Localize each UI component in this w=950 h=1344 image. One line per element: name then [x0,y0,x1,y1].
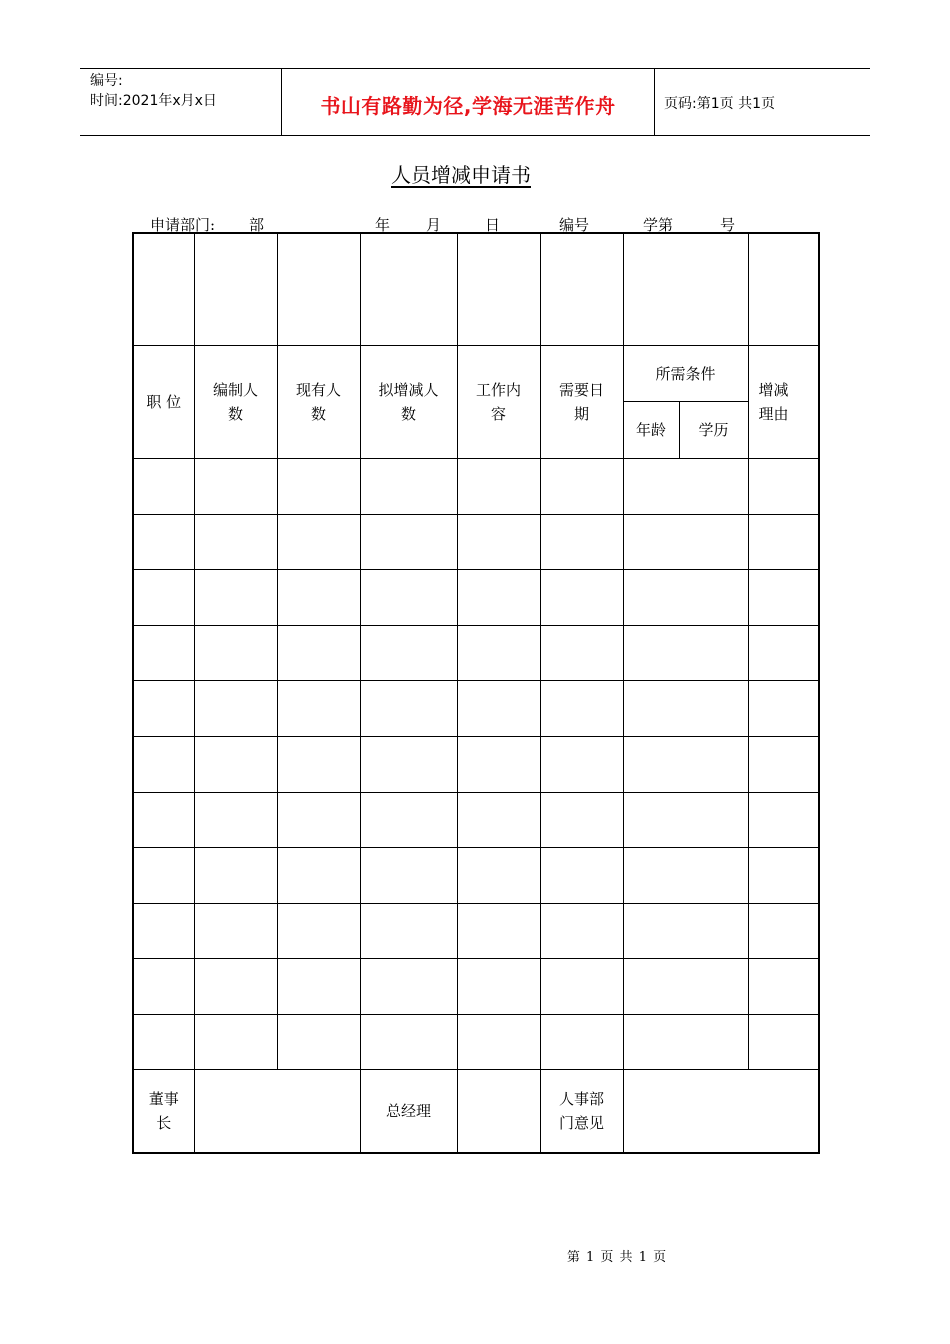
table-cell[interactable] [277,681,360,737]
table-cell[interactable] [540,514,623,570]
header-bottom-rule [80,135,870,136]
table-row [133,1014,819,1070]
table-cell[interactable] [748,233,819,345]
table-cell[interactable] [360,458,457,514]
table-cell[interactable] [194,848,277,904]
table-row [133,959,819,1015]
table-cell[interactable] [133,233,194,345]
table-cell[interactable] [360,625,457,681]
table-cell[interactable] [748,1014,819,1070]
table-cell[interactable] [540,625,623,681]
col-header-position: 职 位 [133,345,194,458]
table-cell[interactable] [360,514,457,570]
table-cell[interactable] [623,1014,748,1070]
header-divider-right [654,68,655,136]
table-cell[interactable] [623,233,748,345]
table-cell[interactable] [194,903,277,959]
table-row [133,514,819,570]
table-cell[interactable] [194,570,277,626]
table-cell[interactable] [623,736,748,792]
table-cell[interactable] [540,736,623,792]
table-cell[interactable] [457,570,540,626]
table-cell[interactable] [457,233,540,345]
table-cell[interactable] [623,625,748,681]
header-row [133,345,819,402]
blank-top-row [133,233,819,345]
table-cell[interactable] [360,570,457,626]
personnel-form-table [132,232,820,1154]
table-row [133,458,819,514]
col-header-reason: 增减理由 [748,345,819,458]
table-cell[interactable] [457,514,540,570]
col-header-conditions: 所需条件 [623,345,748,402]
table-cell[interactable] [457,681,540,737]
col-header-work: 工作内容 [457,345,540,458]
table-cell[interactable] [194,458,277,514]
header-motto: 书山有路勤为径,学海无涯苦作舟 [320,94,616,118]
table-cell[interactable] [540,1014,623,1070]
table-cell[interactable] [133,681,194,737]
document-title: 人员增减申请书 [391,163,531,187]
table-cell[interactable] [194,514,277,570]
table-cell[interactable] [277,570,360,626]
table-cell[interactable] [540,959,623,1015]
table-row [133,792,819,848]
gm-signature-cell[interactable] [457,1070,540,1153]
table-cell[interactable] [623,903,748,959]
table-cell[interactable] [133,1014,194,1070]
table-row [133,848,819,904]
table-cell[interactable] [540,681,623,737]
meta-number-suffix: 号 [720,216,736,234]
table-cell[interactable] [457,736,540,792]
col-header-education: 学历 [679,402,748,459]
table-cell[interactable] [133,570,194,626]
table-cell[interactable] [194,736,277,792]
table-cell[interactable] [457,1014,540,1070]
table-cell[interactable] [194,681,277,737]
table-cell[interactable] [360,736,457,792]
table-cell[interactable] [748,570,819,626]
table-cell[interactable] [277,792,360,848]
table-cell[interactable] [277,959,360,1015]
meta-year: 年 [375,216,391,234]
meta-dept-suffix: 部 [249,216,265,234]
table-cell[interactable] [623,848,748,904]
table-cell[interactable] [457,792,540,848]
table-cell[interactable] [194,1014,277,1070]
table-cell[interactable] [133,903,194,959]
header-top-rule [80,68,870,69]
header-page-info: 页码:第1页 共1页 [664,96,775,112]
table-cell[interactable] [540,570,623,626]
meta-month: 月 [426,216,442,234]
table-cell[interactable] [748,625,819,681]
table-cell[interactable] [133,736,194,792]
table-cell[interactable] [457,959,540,1015]
table-cell[interactable] [360,848,457,904]
table-cell[interactable] [623,681,748,737]
table-cell[interactable] [133,792,194,848]
table-cell[interactable] [748,736,819,792]
table-cell[interactable] [457,848,540,904]
table-cell[interactable] [194,959,277,1015]
table-cell[interactable] [457,625,540,681]
table-cell[interactable] [133,514,194,570]
table-cell[interactable] [748,792,819,848]
table-row [133,903,819,959]
approval-row [133,1070,819,1153]
table-cell[interactable] [748,458,819,514]
header-left-block [90,71,217,111]
table-cell[interactable] [360,959,457,1015]
gm-label: 总经理 [360,1070,457,1153]
table-cell[interactable] [360,681,457,737]
table-cell[interactable] [194,792,277,848]
table-cell[interactable] [623,458,748,514]
table-cell[interactable] [133,959,194,1015]
table-cell[interactable] [540,458,623,514]
col-header-planned: 拟增减人数 [360,345,457,458]
table-cell[interactable] [277,458,360,514]
table-cell[interactable] [748,848,819,904]
table-cell[interactable] [748,959,819,1015]
meta-dept-label: 申请部门: [150,216,216,234]
table-cell[interactable] [360,792,457,848]
table-cell[interactable] [748,514,819,570]
table-row [133,736,819,792]
table-cell[interactable] [457,458,540,514]
col-header-current: 现有人数 [277,345,360,458]
table-cell[interactable] [133,458,194,514]
chairman-label: 董事长 [133,1070,194,1153]
hr-label: 人事部门意见 [540,1070,623,1153]
col-header-quota: 编制人数 [194,345,277,458]
table-cell[interactable] [540,903,623,959]
table-cell[interactable] [194,625,277,681]
table-cell[interactable] [748,681,819,737]
table-row [133,681,819,737]
table-cell[interactable] [748,903,819,959]
table-cell[interactable] [623,959,748,1015]
table-cell[interactable] [277,233,360,345]
table-cell[interactable] [360,903,457,959]
table-cell[interactable] [540,848,623,904]
meta-number-label: 编号 [559,216,590,234]
chairman-signature-cell[interactable] [194,1070,360,1153]
table-cell[interactable] [277,514,360,570]
table-cell[interactable] [194,233,277,345]
table-cell[interactable] [623,514,748,570]
table-cell[interactable] [277,625,360,681]
hr-opinion-cell[interactable] [623,1070,819,1153]
table-cell[interactable] [540,233,623,345]
table-cell[interactable] [133,848,194,904]
table-cell[interactable] [277,1014,360,1070]
meta-day: 日 [485,216,501,234]
table-cell[interactable] [540,792,623,848]
table-row [133,625,819,681]
table-cell[interactable] [623,792,748,848]
meta-school: 学第 [643,216,674,234]
page-footer: 第 1 页 共 1 页 [566,1250,668,1265]
col-header-date-needed: 需要日期 [540,345,623,458]
table-cell[interactable] [277,848,360,904]
table-cell[interactable] [277,736,360,792]
table-cell[interactable] [360,1014,457,1070]
table-row [133,570,819,626]
table-cell[interactable] [360,233,457,345]
col-header-age: 年龄 [623,402,679,459]
table-cell[interactable] [457,903,540,959]
header-number-label: 编号: [90,73,123,89]
table-cell[interactable] [133,625,194,681]
header-time-label: 时间:2021年x月x日 [90,93,217,109]
table-cell[interactable] [277,903,360,959]
table-cell[interactable] [623,570,748,626]
